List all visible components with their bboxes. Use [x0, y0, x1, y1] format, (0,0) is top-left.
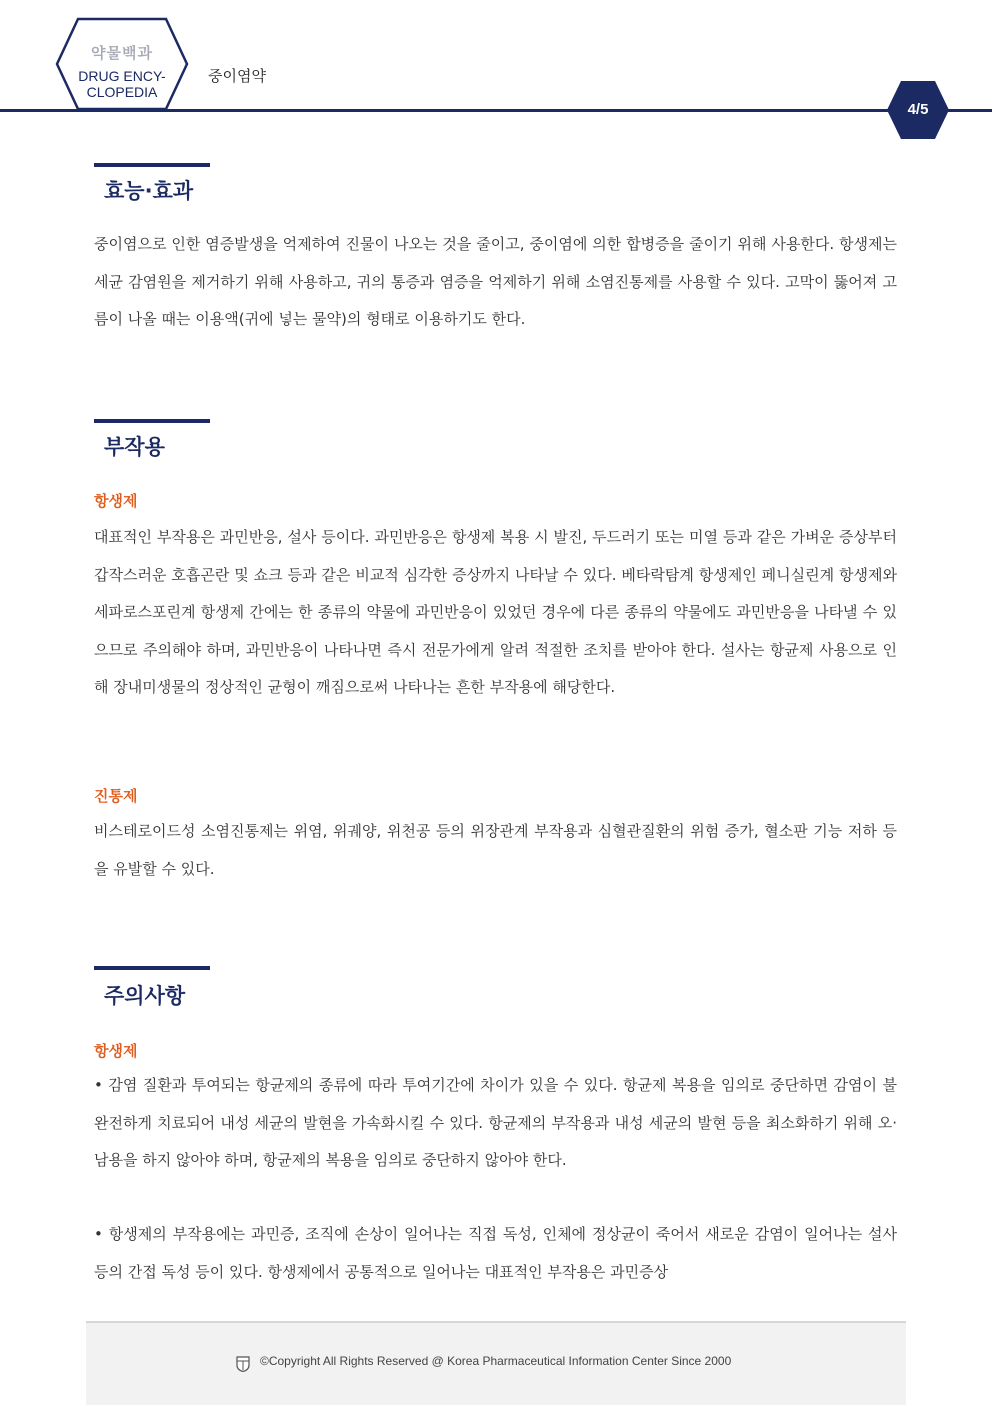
subheading-analgesics: 진통제 — [94, 787, 138, 805]
side-effects-analgesics-paragraph: 비스테로이드성 소염진통제는 위염, 위궤양, 위천공 등의 위장관계 부작용과 심혈관질환의 위험 증가, 혈소판 기능 저하 등을 유발할 수 있다. — [94, 822, 897, 878]
page-number: 4/5 — [907, 101, 929, 118]
logo — [54, 16, 190, 112]
document-title: 중이염약 — [208, 67, 266, 85]
side-effects-antibiotics-paragraph: 대표적인 부작용은 과민반응, 설사 등이다. 과민반응은 항생제 복용 시 발진, 두드러기 또는 미열 등과 같은 가벼운 증상부터 갑작스러운 호흡곤란 및 쇼크 등과 같은 비교적 심각한 증상까지 나타날 수 있다. 베타락탐계 항생제인 페니실린계 항생제와 세파로스포린계 항생제 간에는 한 종류의 약물에 과민반응이 있었던 경우에 다른 종류의 약물에도 과민반응을 나타낼 수 있으므로 주의해야 하며, 과민반응이 나타나면 즉시 전문가에게 알려 적절한 조치를 받아야 한다. 설사는 항균제 사용으로 인해 장내미생물의 정상적인 균형이 깨짐으로써 나타나는 흔한 부작용에 해당한다. — [94, 528, 897, 696]
section-bar — [94, 966, 210, 970]
subheading-antibiotics: 항생제 — [94, 1042, 138, 1060]
shield-crest-icon — [236, 1356, 250, 1372]
section-title-precautions: 주의사항 — [104, 984, 186, 1008]
section-bar — [94, 163, 210, 167]
precaution-bullet-2: • 항생제의 부작용에는 과민증, 조직에 손상이 일어나는 직접 독성, 인체에 정상균이 죽어서 새로운 감염이 일어나는 설사 등의 간접 독성 등이 있다. 항생제에서 공통적으로 일어나는 대표적인 부작용은 과민증상 — [94, 1225, 897, 1281]
logo-korean-text: 약물백과 — [91, 44, 153, 62]
section-title-side-effects: 부작용 — [104, 435, 165, 459]
page-indicator — [886, 79, 950, 141]
logo-english-line2: CLOPEDIA — [86, 84, 158, 100]
subheading-antibiotics: 항생제 — [94, 492, 138, 510]
copyright-text: ©Copyright All Rights Reserved @ Korea Pharmaceutical Information Center Since 2000 — [260, 1354, 732, 1368]
section-bar — [94, 419, 210, 423]
header-divider — [0, 109, 992, 112]
footer — [86, 1321, 906, 1405]
precaution-bullet-1: • 감염 질환과 투여되는 항균제의 종류에 따라 투여기간에 차이가 있을 수 있다. 항균제 복용을 임의로 중단하면 감염이 불완전하게 치료되어 내성 세균의 발현을 가속화시킬 수 있다. 항균제의 부작용과 내성 세균의 발현 등을 최소화하기 위해 오·남용을 하지 않아야 하며, 항균제의 복용을 임의로 중단하지 않아야 한다. — [94, 1076, 897, 1169]
logo-english-line1: DRUG ENCY- — [78, 68, 166, 84]
efficacy-paragraph: 중이염으로 인한 염증발생을 억제하여 진물이 나오는 것을 줄이고, 중이염에 의한 합병증을 줄이기 위해 사용한다. 항생제는 세균 감염원을 제거하기 위해 사용하고, 귀의 통증과 염증을 억제하기 위해 소염진통제를 사용할 수 있다. 고막이 뚫어져 고름이 나올 때는 이용액(귀에 넣는 물약)의 형태로 이용하기도 한다. — [94, 235, 897, 328]
section-title-efficacy: 효능·효과 — [104, 179, 194, 203]
